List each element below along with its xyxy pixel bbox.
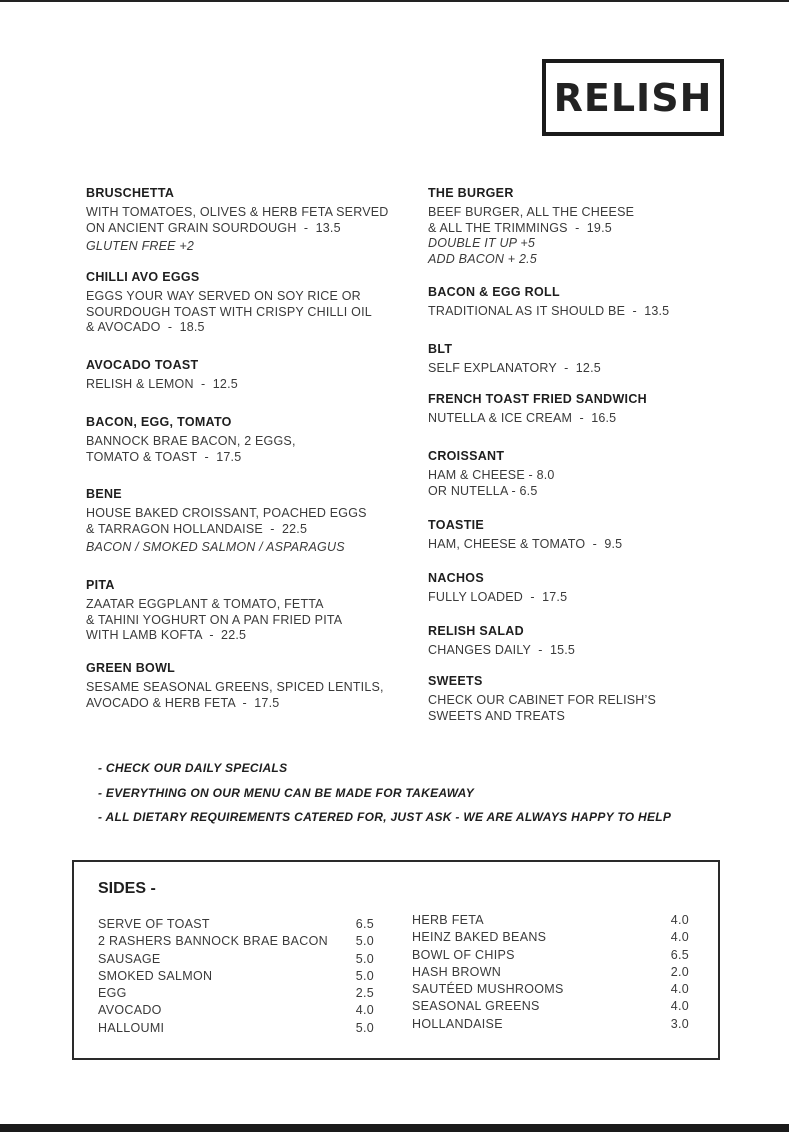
side-row [98,951,374,968]
price-separator: - [556,361,576,375]
item-price: 9.5 [604,537,623,551]
brand-name: RELISH [553,75,713,120]
description-text: HAM, CHEESE & TOMATO [428,537,586,551]
price-separator: - [235,695,255,710]
side-price: 6.5 [670,947,689,962]
side-price: 2.5 [355,986,374,1001]
side-name: HERB FETA [412,913,484,927]
item-description [428,590,728,606]
item-description [86,377,406,393]
description-text: & TAHINI YOGHURT ON A PAN FRIED PITA [86,612,343,627]
description-text: BEEF BURGER, ALL THE CHEESE [428,205,635,219]
side-row [412,947,689,964]
description-text: SWEETS AND TREATS [428,708,565,723]
item-description [86,680,406,711]
item-description [86,289,406,336]
description-text: NUTELLA & ICE CREAM [428,411,573,425]
description-line [86,205,406,221]
item-title: RELISH SALAD [428,624,524,638]
price-separator: - [197,449,217,464]
description-line [428,484,728,500]
item-price: 13.5 [644,304,670,318]
item-option-note: ADD BACON + 2.5 [428,251,537,266]
item-option-note: DOUBLE IT UP +5 [428,236,536,250]
price-separator: - [201,628,222,642]
description-line [428,304,728,320]
description-line [86,450,406,466]
side-name: SMOKED SALMON [98,968,213,983]
side-price: 5.0 [355,1020,374,1035]
price-separator: - [572,411,592,425]
item-title: BENE [86,487,122,501]
item-description [428,693,728,724]
side-name: AVOCADO [98,1003,162,1018]
bottom-bar [0,1124,789,1132]
item-title: PITA [86,578,115,592]
side-row [412,964,689,981]
description-text: WITH LAMB KOFTA [86,628,202,642]
item-option-note: BACON / SMOKED SALMON / ASPARAGUS [86,540,345,554]
side-row [412,912,689,929]
description-text: HAM & CHEESE - 8.0 [428,468,555,482]
side-name: HASH BROWN [412,964,502,979]
item-description [428,468,728,499]
side-name: HALLOUMI [98,1020,165,1035]
description-line [428,468,728,484]
side-price: 5.0 [355,934,374,949]
item-price: 12.5 [212,377,238,391]
side-price: 4.0 [355,1003,374,1018]
side-row [98,933,374,950]
menu-item [86,358,406,393]
item-price: 18.5 [179,320,205,334]
side-price: 5.0 [355,951,374,966]
item-description [86,205,406,236]
item-title: BACON, EGG, TOMATO [86,415,232,429]
item-price: 13.5 [315,220,341,235]
description-line [86,597,406,613]
top-rule [0,0,789,2]
description-line [428,590,728,606]
description-line [86,680,406,696]
description-text: HOUSE BAKED CROISSANT, POACHED EGGS [86,506,367,520]
description-line [86,305,406,321]
side-price: 4.0 [670,982,689,997]
side-name: HEINZ BAKED BEANS [412,930,547,945]
menu-item [86,661,406,711]
description-line [86,506,406,522]
description-text: RELISH & LEMON [86,377,194,391]
description-line [86,320,406,336]
item-description [428,304,728,320]
side-row [412,1016,689,1033]
menu-item [86,578,406,644]
item-title: AVOCADO TOAST [86,358,199,372]
sides-list-left [98,916,374,1037]
description-text: BANNOCK BRAE BACON, 2 EGGS, [86,434,296,448]
item-description [428,643,728,659]
description-text: SELF EXPLANATORY [428,361,557,375]
menu-item [428,449,728,499]
note-dietary: - ALL DIETARY REQUIREMENTS CATERED FOR, JUST ASK - WE ARE ALWAYS HAPPY TO HELP [98,810,672,824]
side-price: 6.5 [355,917,374,931]
item-description [428,411,728,427]
item-title: TOASTIE [428,518,485,532]
description-text: ON ANCIENT GRAIN SOURDOUGH [86,220,297,235]
item-title: CHILLI AVO EGGS [86,270,200,284]
description-text: WITH TOMATOES, OLIVES & HERB FETA SERVED [86,205,389,219]
description-text: ZAATAR EGGPLANT & TOMATO, FETTA [86,597,324,611]
description-text: SOURDOUGH TOAST WITH CRISPY CHILLI OIL [86,304,372,319]
menu-item [428,342,728,377]
side-price: 5.0 [355,968,374,983]
description-text: SESAME SEASONAL GREENS, SPICED LENTILS, [86,680,384,694]
menu-item [86,415,406,465]
item-title: GREEN BOWL [86,661,176,675]
side-name: SAUSAGE [98,951,161,966]
note-daily-specials: - CHECK OUR DAILY SPECIALS [98,761,288,775]
price-separator: - [585,537,605,551]
menu-item [428,285,728,320]
menu-item [86,487,406,556]
item-title: BLT [428,342,453,356]
description-text: AVOCADO & HERB FETA [86,695,236,710]
price-separator: - [523,590,543,604]
description-line [86,628,406,644]
menu-item [428,571,728,606]
item-option-note: GLUTEN FREE +2 [86,239,195,253]
price-separator: - [160,320,180,334]
item-title: FRENCH TOAST FRIED SANDWICH [428,392,647,406]
price-separator: - [625,304,645,318]
menu-item [428,624,728,659]
menu-notes [98,760,738,834]
sides-box [72,860,720,1060]
side-name: SAUTÉED MUSHROOMS [412,982,564,997]
item-description [428,205,728,236]
item-title: SWEETS [428,674,483,688]
description-line [428,361,728,377]
item-title: THE BURGER [428,186,514,200]
menu-item [428,392,728,427]
note-takeaway: - EVERYTHING ON OUR MENU CAN BE MADE FOR TAKEAWAY [98,785,475,800]
menu-item [428,674,728,724]
description-line [86,289,406,305]
description-text: & TARRAGON HOLLANDAISE [86,521,263,536]
description-line [428,693,728,709]
description-line [86,613,406,629]
item-price: 16.5 [591,411,617,425]
menu-item [86,270,406,336]
description-line [86,434,406,450]
side-row [98,985,374,1002]
brand-logo [542,59,724,136]
item-title: CROISSANT [428,449,505,463]
description-text: EGGS YOUR WAY SERVED ON SOY RICE OR [86,289,361,303]
menu-item [428,518,728,553]
side-row [98,1020,374,1037]
description-line [428,221,728,237]
item-description [428,361,728,377]
side-row [412,929,689,946]
price-separator: - [567,220,587,235]
side-price: 4.0 [670,913,689,927]
side-name: SEASONAL GREENS [412,999,540,1014]
item-title: BRUSCHETTA [86,186,175,200]
side-name: 2 RASHERS BANNOCK BRAE BACON [98,934,328,949]
side-name: EGG [98,986,127,1001]
side-row [412,981,689,998]
item-price: 17.5 [542,590,568,604]
item-description [86,597,406,644]
description-text: CHECK OUR CABINET FOR RELISH’S [428,693,657,707]
side-price: 3.0 [670,1016,689,1031]
menu-item [428,186,728,267]
description-text: TRADITIONAL AS IT SHOULD BE [428,304,626,318]
price-separator: - [296,220,316,235]
description-line [86,522,406,538]
description-line [428,205,728,221]
item-price: 22.5 [281,521,308,536]
description-line [428,537,728,553]
side-row [98,916,374,933]
description-line [86,377,406,393]
description-text: & ALL THE TRIMMINGS [428,220,568,235]
side-price: 2.0 [670,964,689,979]
sides-list-right [412,912,689,1033]
item-title: BACON & EGG ROLL [428,285,560,299]
description-line [428,643,728,659]
side-price: 4.0 [670,930,689,945]
item-price: 12.5 [575,361,601,375]
price-separator: - [193,377,213,391]
side-name: HOLLANDAISE [412,1016,503,1031]
description-text: FULLY LOADED [428,590,524,604]
item-title: NACHOS [428,571,484,585]
price-separator: - [262,521,282,536]
description-line [428,709,728,725]
description-text: OR NUTELLA - 6.5 [428,483,538,498]
item-price: 17.5 [254,695,280,710]
item-price: 19.5 [586,220,612,235]
item-price: 15.5 [549,643,576,657]
item-price: 17.5 [216,449,242,464]
menu-item [86,186,406,255]
description-text: TOMATO & TOAST [86,449,198,464]
description-line [86,696,406,712]
item-description [86,506,406,537]
description-text: CHANGES DAILY [428,643,531,657]
description-line [86,221,406,237]
side-name: BOWL OF CHIPS [412,947,515,962]
description-text: & AVOCADO [86,320,161,334]
sides-title: SIDES - [98,880,156,897]
description-line [428,411,728,427]
price-separator: - [530,643,550,657]
side-row [98,1002,374,1019]
side-price: 4.0 [670,999,689,1014]
item-description [86,434,406,465]
side-row [412,998,689,1015]
item-description [428,537,728,553]
side-row [98,968,374,985]
side-name: SERVE OF TOAST [98,917,210,931]
item-price: 22.5 [221,628,247,642]
